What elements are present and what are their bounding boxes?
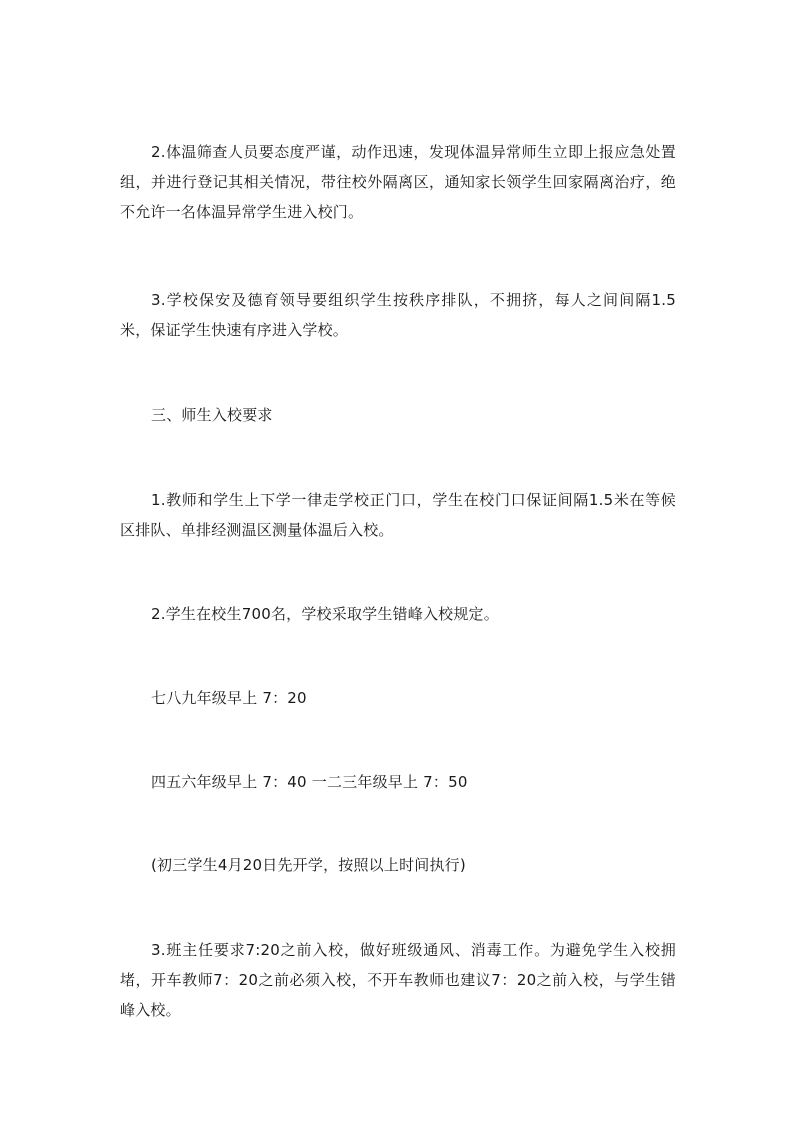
paragraph-temperature-screening: 2.体温筛查人员要态度严谨，动作迅速，发现体温异常师生立即上报应急处置组，并进行登记其相关情况，带往校外隔离区，通知家长领学生回家隔离治疗，绝不允许一名体温异常学生进入校门。	[120, 143, 676, 221]
section-heading-entry-requirements: 三、师生入校要求	[151, 406, 273, 424]
paragraph-head-teacher: 3.班主任要求7:20之前入校，做好班级通风、消毒工作。为避免学生入校拥堵，开车教师7：20之前必须入校，不开车教师也建议7：20之前入校，与学生错峰入校。	[120, 941, 676, 1019]
paragraph-main-gate: 1.教师和学生上下学一律走学校正门口，学生在校门口保证间隔1.5米在等候区排队、单排经测温区测量体温后入校。	[120, 491, 676, 539]
paragraph-staggered-entry: 2.学生在校生700名，学校采取学生错峰入校规定。	[151, 605, 499, 623]
schedule-grades-7-9: 七八九年级早上 7：20	[151, 689, 307, 707]
paragraph-security-queue: 3.学校保安及德育领导要组织学生按秩序排队，不拥挤，每人之间间隔1.5米，保证学生快速有序进入学校。	[120, 291, 676, 339]
schedule-grades-1-6: 四五六年级早上 7：40 一二三年级早上 7：50	[151, 773, 468, 791]
note-grade-9-start: (初三学生4月20日先开学，按照以上时间执行)	[151, 856, 466, 874]
